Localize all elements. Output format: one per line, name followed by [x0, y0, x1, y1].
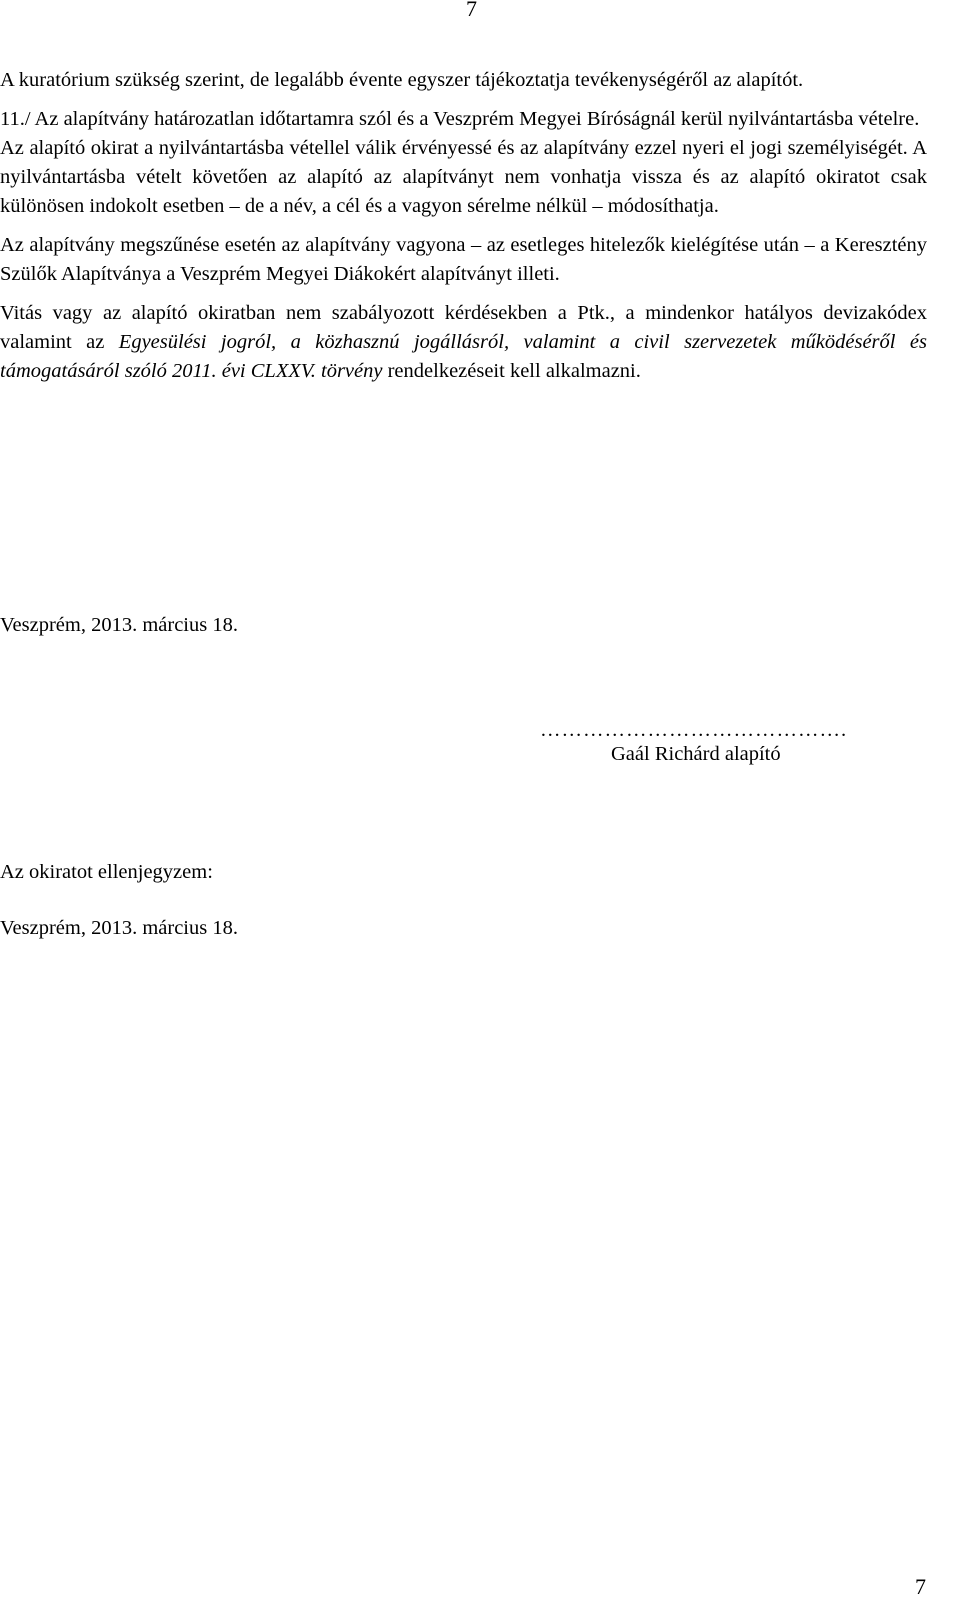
page-number-bottom: 7 [915, 1574, 926, 1599]
signature-name: Gaál Richárd alapító [611, 743, 781, 765]
paragraph-nyilvantartas: Az alapító okirat a nyilvántartásba vétellel válik érvényessé és az alapítvány ezzel nyeri el jogi személyiségét. A nyilvántartásba vételt követően az alapító az alapítványt nem vonhatja vissza és az alapító okiratot csak különösen indokolt esetben – de a név, a cél és a vagyon sérelme nélkül – módosíthatja. [0, 137, 927, 217]
signature-line: ……………………………………. [540, 719, 848, 741]
law-reference: Egyesülési jogról, a közhasznú jogállásról, valamint a civil szervezetek működéséről és támogatásáról szóló 2011. évi CLXXV. törvény [0, 331, 927, 382]
page-number-top: 7 [466, 0, 477, 21]
document-body [0, 66, 927, 386]
date-line-1: Veszprém, 2013. március 18. [0, 614, 238, 636]
paragraph-vitas-text-1: Vitás vagy az alapító okiratban nem szabályozott kérdésekben a Ptk., a mindenkor hatályos devizakódex valamint az [0, 302, 927, 353]
paragraph-11: 11./ Az alapítvány határozatlan időtartamra szól és a Veszprém Megyei Bíróságnál kerül nyilvántartásba vételre. [0, 108, 920, 130]
paragraph-kuratorium: A kuratórium szükség szerint, de legalább évente egyszer tájékoztatja tevékenységéről az alapítót. [0, 69, 804, 91]
paragraph-vitas-text-2: rendelkezéseit kell alkalmazni. [382, 360, 641, 382]
date-line-2: Veszprém, 2013. március 18. [0, 917, 238, 939]
paragraph-vitas [0, 299, 927, 386]
countersign-label: Az okiratot ellenjegyzem: [0, 861, 213, 883]
paragraph-megszunes: Az alapítvány megszűnése esetén az alapítvány vagyona – az esetleges hitelezők kielégítése után – a Keresztény Szülők Alapítványa a Veszprém Megyei Diákokért alapítványt illeti. [0, 234, 927, 285]
